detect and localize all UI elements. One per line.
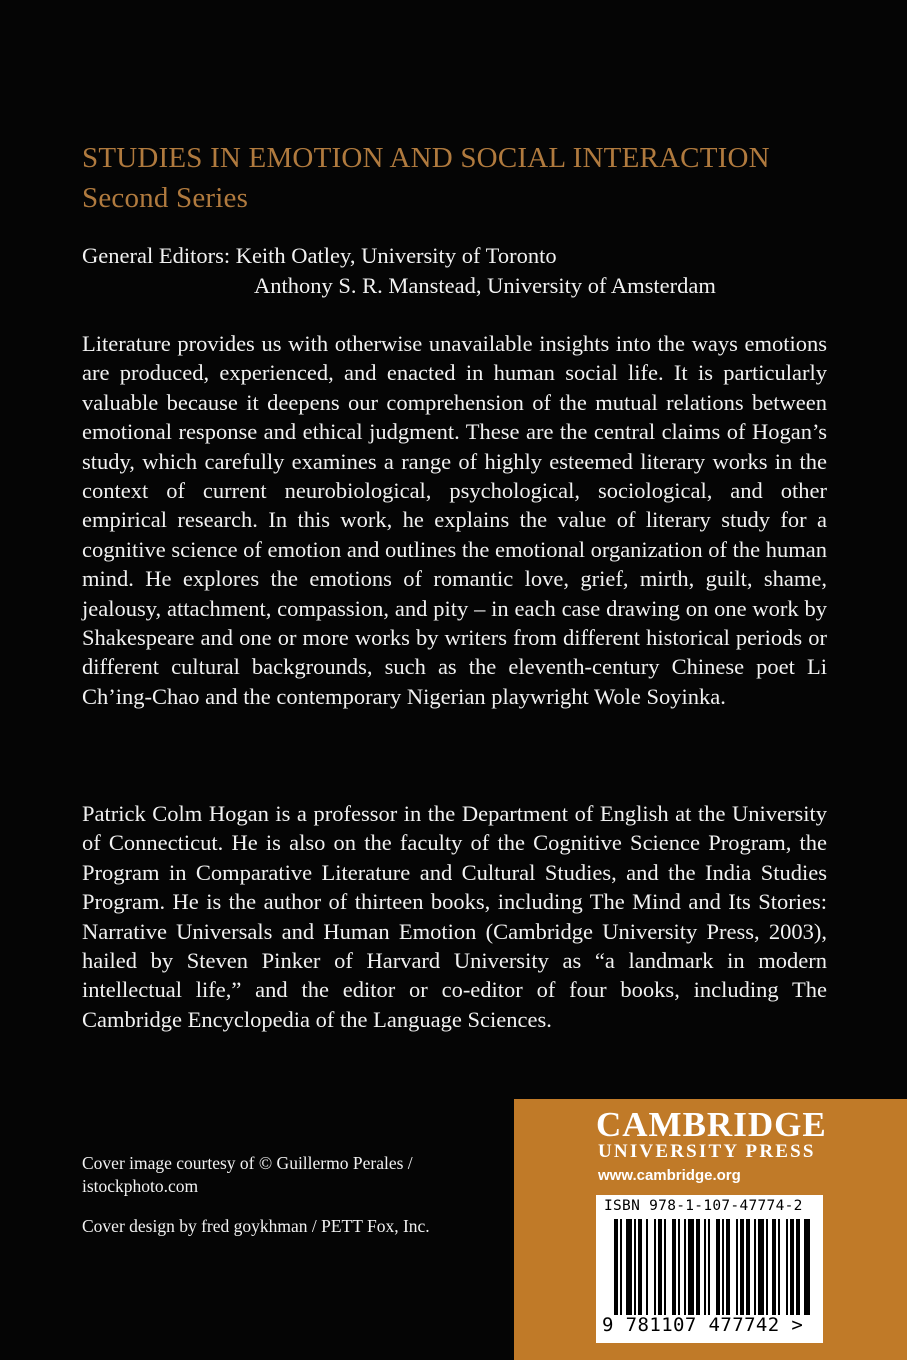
barcode-bar bbox=[646, 1219, 648, 1315]
barcode-bar bbox=[736, 1219, 738, 1315]
barcode-bar bbox=[758, 1219, 764, 1315]
barcode-bar bbox=[678, 1219, 680, 1315]
barcode-bar bbox=[746, 1219, 750, 1315]
barcode-digits: 9 781107 477742 > bbox=[602, 1314, 804, 1336]
barcode-bar bbox=[688, 1219, 694, 1315]
barcode-bar bbox=[754, 1219, 756, 1315]
editors-line-2: Anthony S. R. Manstead, University of Amsterdam bbox=[254, 273, 716, 298]
barcode-bar bbox=[766, 1219, 768, 1315]
series-name: STUDIES IN EMOTION AND SOCIAL INTERACTION bbox=[82, 142, 770, 174]
barcode-bar bbox=[658, 1219, 662, 1315]
barcode-bar bbox=[614, 1219, 618, 1315]
barcode-bar bbox=[740, 1219, 744, 1315]
barcode-bar bbox=[684, 1219, 686, 1315]
barcode-bar bbox=[704, 1219, 706, 1315]
barcode-bar bbox=[772, 1219, 776, 1315]
barcode-bar bbox=[696, 1219, 700, 1315]
barcode-bar bbox=[778, 1219, 780, 1315]
isbn-label: ISBN 978-1-107-47774-2 bbox=[604, 1198, 803, 1214]
barcode-bar bbox=[620, 1219, 622, 1315]
barcode bbox=[596, 1195, 823, 1343]
barcode-bar bbox=[716, 1219, 720, 1315]
series-subtitle: Second Series bbox=[82, 182, 249, 214]
editors-block bbox=[82, 241, 842, 301]
series-title bbox=[82, 138, 842, 218]
author-bio: Patrick Colm Hogan is a professor in the Department of English at the University of Connecticut. He is also on the faculty of the Cognitive Science Program, the Program in Comparative Literature and Cultural Studies, and the India Studies Program. He is the author of thirteen books, including The Mind and Its Stories: Narrative Universals and Human Emotion (Cambridge University Press, 2003), hailed by Steven Pinker of Harvard University as “a landmark in modern intellectual life,” and the editor or co-editor of four books, including The Cambridge Encyclopedia of the Language Sciences. bbox=[82, 801, 827, 1032]
cover-design-credit: Cover design by fred goykhman / PETT Fox, Inc. bbox=[82, 1216, 430, 1236]
book-description: Literature provides us with otherwise unavailable insights into the ways emotions are produced, experienced, and enacted in human social life. It is particularly valuable because it deepens our comprehension of the mutual relations between emotional response and ethical judgment. These are the central claims of Hogan’s study, which carefully examines a range of highly esteemed literary works in the context of current neurobiological, psychological, sociological, and other empirical research. In this work, he explains the value of literary study for a cognitive science of emotion and outlines the emotional organization of the human mind. He explores the emotions of romantic love, grief, mirth, guilt, shame, jealousy, attachment, compassion, and pity – in each case drawing on one work by Shakespeare and one or more works by writers from different historical periods or different cultural backgrounds, such as the eleventh-century Chinese poet Li Ch’ing-Chao and the contemporary Nigerian playwright Wole Soyinka. bbox=[82, 331, 828, 709]
barcode-bar bbox=[664, 1219, 666, 1315]
publisher-panel bbox=[514, 1099, 907, 1360]
barcode-bar bbox=[638, 1219, 642, 1315]
publisher-logo: CAMBRIDGE bbox=[596, 1105, 827, 1144]
barcode-bar bbox=[790, 1219, 794, 1315]
barcode-bar bbox=[672, 1219, 676, 1315]
barcode-bar bbox=[654, 1219, 656, 1315]
publisher-subtitle: UNIVERSITY PRESS bbox=[598, 1141, 816, 1162]
barcode-bar bbox=[722, 1219, 724, 1315]
editors-line-1: General Editors: Keith Oatley, University of Toronto bbox=[82, 243, 557, 268]
cover-image-credit: Cover image courtesy of © Guillermo Perales / istockphoto.com bbox=[82, 1153, 413, 1196]
barcode-bar bbox=[786, 1219, 788, 1315]
barcode-bar bbox=[708, 1219, 710, 1315]
publisher-url: www.cambridge.org bbox=[598, 1167, 741, 1184]
barcode-bar bbox=[626, 1219, 632, 1315]
barcode-bar bbox=[634, 1219, 636, 1315]
barcode-bar bbox=[804, 1219, 810, 1315]
barcode-bar bbox=[726, 1219, 730, 1315]
barcode-bar bbox=[796, 1219, 800, 1315]
